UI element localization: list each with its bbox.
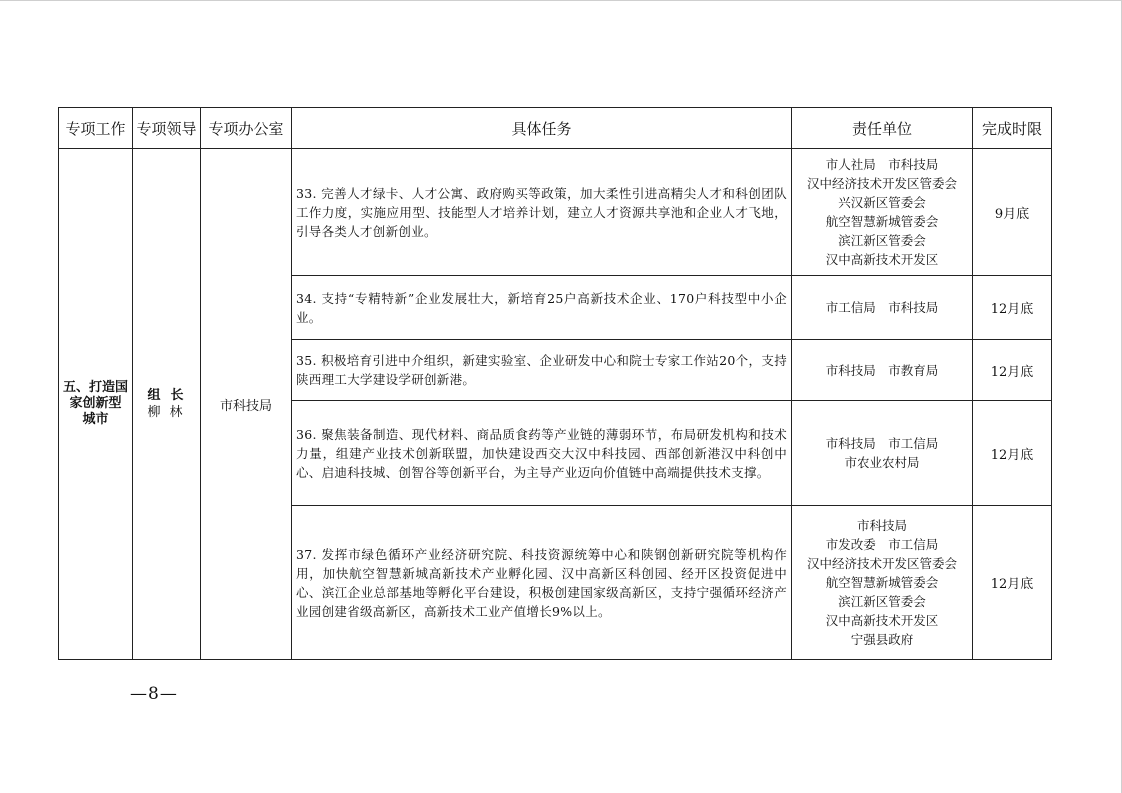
- task-cell: 36. 聚焦装备制造、现代材料、商品质食药等产业链的薄弱环节，布局研发机构和技术力量，组建产业技术创新联盟，加快建设西交大汉中科技园、西部创新港汉中科创中心、启迪科技城、创智谷等创新平台，为主导产业迈向价值链中高端提供技术支撑。: [292, 401, 792, 506]
- task-cell: 37. 发挥市绿色循环产业经济研究院、科技资源统筹中心和陕钢创新研究院等机构作用，加快航空智慧新城高新技术产业孵化园、汉中高新区科创园、经开区投资促进中心、滨江企业总部基地等孵化平台建设，积极创建国家级高新区，支持宁强循环经济产业园创建省级高新区，高新技术工业产值增长9%以上。: [292, 506, 792, 660]
- unit-line: 汉中高新技术开发区: [825, 252, 939, 267]
- leader-cell: [133, 149, 201, 660]
- unit-line: 兴汉新区管委会: [838, 195, 926, 210]
- unit-line: 市农业农村局: [844, 455, 920, 470]
- unit-line: 航空智慧新城管委会: [825, 214, 939, 229]
- unit-line: 汉中经济技术开发区管委会: [806, 556, 957, 571]
- units-cell: [792, 340, 973, 401]
- deadline-cell: 12月底: [973, 506, 1052, 660]
- units-cell: [792, 401, 973, 506]
- office-cell: 市科技局: [201, 149, 292, 660]
- deadline-cell: 12月底: [973, 340, 1052, 401]
- units-cell: [792, 276, 973, 340]
- header-category: 专项工作: [59, 108, 133, 149]
- unit-line: 宁强县政府: [850, 632, 914, 647]
- units-cell: [792, 506, 973, 660]
- page-number: —8—: [130, 684, 178, 704]
- unit-line: 滨江新区管委会: [838, 233, 926, 248]
- header-task: 具体任务: [292, 108, 792, 149]
- header-office: 专项办公室: [201, 108, 292, 149]
- units-cell: [792, 149, 973, 276]
- task-cell: 34. 支持“专精特新”企业发展壮大，新培育25户高新技术企业、170户科技型中小企业。: [292, 276, 792, 340]
- category-line: 家创新型: [69, 396, 122, 411]
- task-cell: 35. 积极培育引进中介组织，新建实验室、企业研发中心和院士专家工作站20个，支持陕西理工大学建设学研创新港。: [292, 340, 792, 401]
- task-table: [58, 107, 1052, 660]
- category-cell: [59, 149, 133, 660]
- unit-line: 市科技局 市工信局: [825, 436, 939, 451]
- unit-line: 汉中经济技术开发区管委会: [806, 176, 957, 191]
- category-line: 五、打造国: [62, 380, 128, 395]
- unit-line: 市工信局 市科技局: [825, 300, 939, 315]
- deadline-cell: 9月底: [973, 149, 1052, 276]
- leader-name: 柳林: [147, 405, 192, 420]
- page-top-edge: [0, 0, 1122, 1]
- unit-line: 滨江新区管委会: [838, 594, 926, 609]
- unit-line: 市科技局 市教育局: [825, 362, 939, 378]
- unit-line: 市发改委 市工信局: [825, 537, 939, 552]
- leader-role: 组长: [147, 388, 194, 403]
- unit-line: 市科技局: [856, 518, 907, 533]
- header-deadline: 完成时限: [973, 108, 1052, 149]
- unit-line: 航空智慧新城管委会: [825, 575, 939, 590]
- header-row: [59, 108, 1052, 149]
- header-units: 责任单位: [792, 108, 973, 149]
- unit-line: 汉中高新技术开发区: [825, 613, 939, 628]
- header-leader: 专项领导: [133, 108, 201, 149]
- deadline-cell: 12月底: [973, 276, 1052, 340]
- task-cell: 33. 完善人才绿卡、人才公寓、政府购买等政策，加大柔性引进高精尖人才和科创团队工作力度，实施应用型、技能型人才培养计划，建立人才资源共享池和企业人才飞地，引导各类人才创新创业。: [292, 149, 792, 276]
- unit-line: 市人社局 市科技局: [825, 157, 939, 172]
- category-line: 城市: [82, 412, 109, 427]
- table-row: [59, 149, 1052, 276]
- deadline-cell: 12月底: [973, 401, 1052, 506]
